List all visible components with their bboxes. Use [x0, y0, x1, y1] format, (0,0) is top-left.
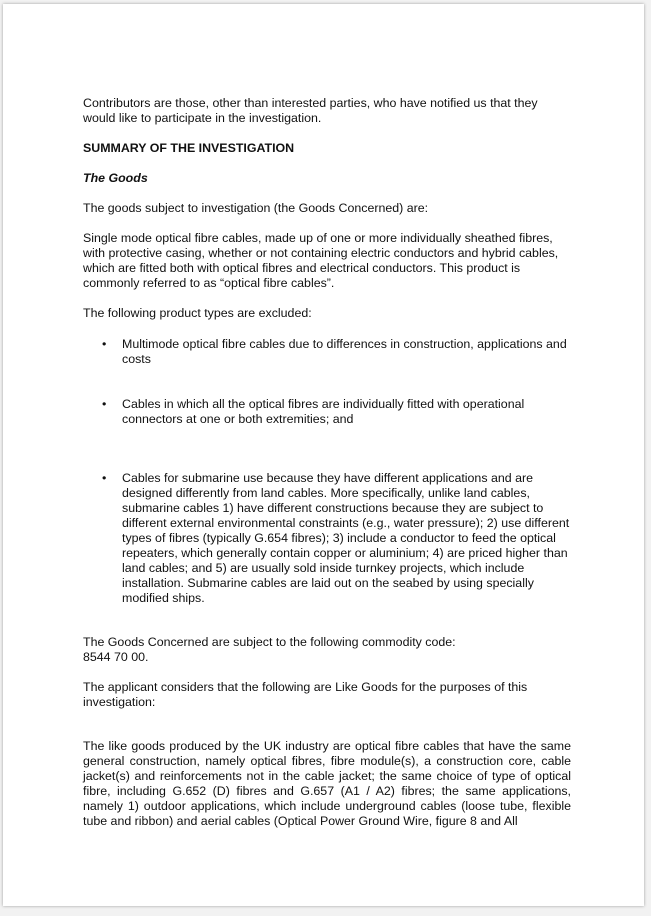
list-item-text: Cables for submarine use because they have different applications and are designed differently from land cables. More specifically, unlike land cables, submarine cables 1) have different constructions because they are subject to different external environmental constraints (e.g., water pressure); 2) use different types of fibres (typically G.654 fibres); 3) include a conductor to feed the optical repeaters, which generally contain copper or aluminium; 4) are priced higher than land cables; and 5) are usually sold inside turnkey projects, which include installation. Submarine cables are laid out on the seabed by using specially modified ships.: [122, 471, 570, 605]
goods-intro: The goods subject to investigation (the Goods Concerned) are:: [83, 201, 429, 215]
goods-description: Single mode optical fibre cables, made up of one or more individually sheathed fibres, with protective casing, whether or not containing electric conductors and hybrid cables, which are fitted both with optical fibres and electrical conductors. This product is commonly referred to as “optical fibre cables”.: [83, 231, 559, 290]
exclusions-list: [83, 337, 571, 606]
document-body: [83, 96, 571, 829]
like-goods-intro: The applicant considers that the following are Like Goods for the purposes of this investigation:: [83, 680, 528, 709]
like-goods-paragraph: The like goods produced by the UK industry are optical fibre cables that have the same general construction, namely optical fibres, fibre module(s), a construction core, cable jacket(s) and reinforcements not in the cable jacket; the same choice of type of optical fibre, including G.652 (D) fibres and G.657 (A1 / A2) fibres; the same applications, namely 1) outdoor applications, which include underground cables (loose tube, flexible tube and ribbon) and aerial cables (Optical Power Ground Wire, figure 8 and All: [83, 739, 571, 828]
list-item: [83, 397, 571, 427]
commodity-intro: The Goods Concerned are subject to the following commodity code:: [83, 635, 456, 649]
bullet-icon: •: [102, 337, 107, 351]
section-heading: SUMMARY OF THE INVESTIGATION: [83, 141, 295, 155]
list-item: [83, 337, 571, 367]
document-page: [3, 4, 644, 906]
commodity-code: 8544 70 00.: [83, 650, 149, 664]
list-item-text: Cables in which all the optical fibres are individually fitted with operational connectors at one or both extremities; and: [122, 397, 525, 426]
contributors-paragraph: Contributors are those, other than interested parties, who have notified us that they would like to participate in the investigation.: [83, 96, 538, 125]
bullet-icon: •: [102, 471, 107, 485]
list-item-text: Multimode optical fibre cables due to differences in construction, applications and costs: [122, 337, 567, 366]
list-item: [83, 471, 571, 606]
excluded-intro: The following product types are excluded:: [83, 306, 312, 320]
subsection-heading: The Goods: [83, 171, 148, 185]
bullet-icon: •: [102, 397, 107, 411]
